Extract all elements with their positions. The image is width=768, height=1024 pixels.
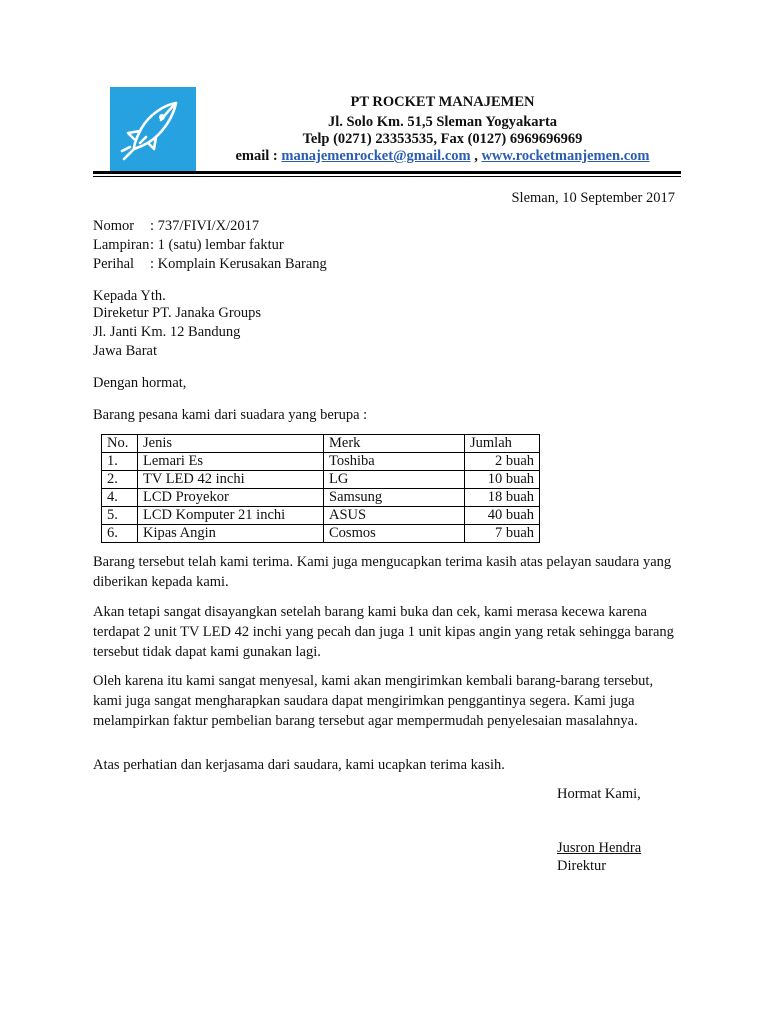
table-cell: 2 buah (465, 453, 540, 471)
salutation: Dengan hormat, (93, 375, 187, 391)
table-header-cell: Jumlah (465, 435, 540, 453)
items-table (101, 434, 540, 543)
contact-separator: , (470, 148, 482, 164)
recipient-line: Jl. Janti Km. 12 Bandung (93, 324, 241, 340)
letter-date: Sleman, 10 September 2017 (511, 190, 675, 206)
table-header-cell: Jenis (138, 435, 324, 453)
intro-text: Barang pesana kami dari suadara yang berupa : (93, 407, 368, 423)
meta-label-lampiran: Lampiran (93, 237, 150, 253)
table-cell: TV LED 42 inchi (138, 471, 324, 489)
table-row (102, 453, 540, 471)
table-cell: 18 buah (465, 489, 540, 507)
table-cell: LCD Proyekor (138, 489, 324, 507)
table-cell: 2. (102, 471, 138, 489)
meta-value-nomor: : 737/FIVI/X/2017 (150, 218, 260, 234)
table-cell: LG (324, 471, 465, 489)
table-cell: Kipas Angin (138, 525, 324, 543)
table-header-cell: No. (102, 435, 138, 453)
table-row (102, 471, 540, 489)
rocket-fish-icon (110, 87, 196, 173)
meta-label-nomor: Nomor (93, 218, 135, 234)
table-cell: ASUS (324, 507, 465, 525)
email-link[interactable]: manajemenrocket@gmail.com (281, 148, 471, 164)
table-cell: 5. (102, 507, 138, 525)
table-cell: 10 buah (465, 471, 540, 489)
table-cell: 7 buah (465, 525, 540, 543)
company-address: Jl. Solo Km. 51,5 Sleman Yogyakarta (327, 114, 558, 130)
recipient-line: Kepada Yth. (93, 288, 166, 304)
letterhead-rule-thick (93, 171, 681, 174)
body-paragraph: Atas perhatian dan kerjasama dari saudara, kami ucapkan terima kasih. (93, 757, 505, 773)
body-paragraph: Barang tersebut telah kami terima. Kami juga mengucapkan terima kasih atas pelayan saudara yang diberikan kepada kami. (93, 554, 672, 590)
table-cell: Samsung (324, 489, 465, 507)
table-cell: Cosmos (324, 525, 465, 543)
recipient-line: Jawa Barat (93, 343, 158, 359)
company-phone: Telp (0271) 23353535, Fax (0127) 6969696969 (302, 131, 583, 147)
table-row (102, 489, 540, 507)
body-paragraph: Akan tetapi sangat disayangkan setelah barang kami buka dan cek, kami merasa kecewa karena terdapat 2 unit TV LED 42 inchi yang pecah dan juga 1 unit kipas angin yang retak sehingga barang tersebut tidak dapat kami gunakan lagi. (93, 604, 674, 660)
table-cell: LCD Komputer 21 inchi (138, 507, 324, 525)
letterhead-rule-thin (93, 176, 681, 177)
meta-label-perihal: Perihal (93, 256, 135, 272)
table-cell: Toshiba (324, 453, 465, 471)
signer-name: Jusron Hendra (557, 840, 642, 856)
company-name: PT ROCKET MANAJEMEN (350, 94, 535, 110)
table-cell: Lemari Es (138, 453, 324, 471)
body-paragraph: Oleh karena itu kami sangat menyesal, kami akan mengirimkan kembali barang-barang tersebut, kami juga sangat mengharapkan saudara dapat mengirimkan penggantinya segera. Kami juga melampirkan faktur pembelian barang tersebut agar mempermudah penyelesaian masalahnya. (93, 673, 654, 729)
website-link[interactable]: www.rocketmanjemen.com (481, 148, 650, 164)
table-header-row (102, 435, 540, 453)
closing-text: Hormat Kami, (557, 786, 641, 802)
table-cell: 6. (102, 525, 138, 543)
signer-title: Direktur (557, 858, 607, 874)
table-header-cell: Merk (324, 435, 465, 453)
table-cell: 1. (102, 453, 138, 471)
table-row (102, 507, 540, 525)
email-label: email : (235, 148, 282, 164)
company-logo (110, 87, 196, 173)
meta-value-perihal: : Komplain Kerusakan Barang (150, 256, 327, 272)
table-cell: 40 buah (465, 507, 540, 525)
recipient-line: Direketur PT. Janaka Groups (93, 305, 262, 321)
table-row (102, 525, 540, 543)
meta-value-lampiran: : 1 (satu) lembar faktur (150, 237, 284, 253)
company-contact (205, 146, 680, 166)
table-cell: 4. (102, 489, 138, 507)
